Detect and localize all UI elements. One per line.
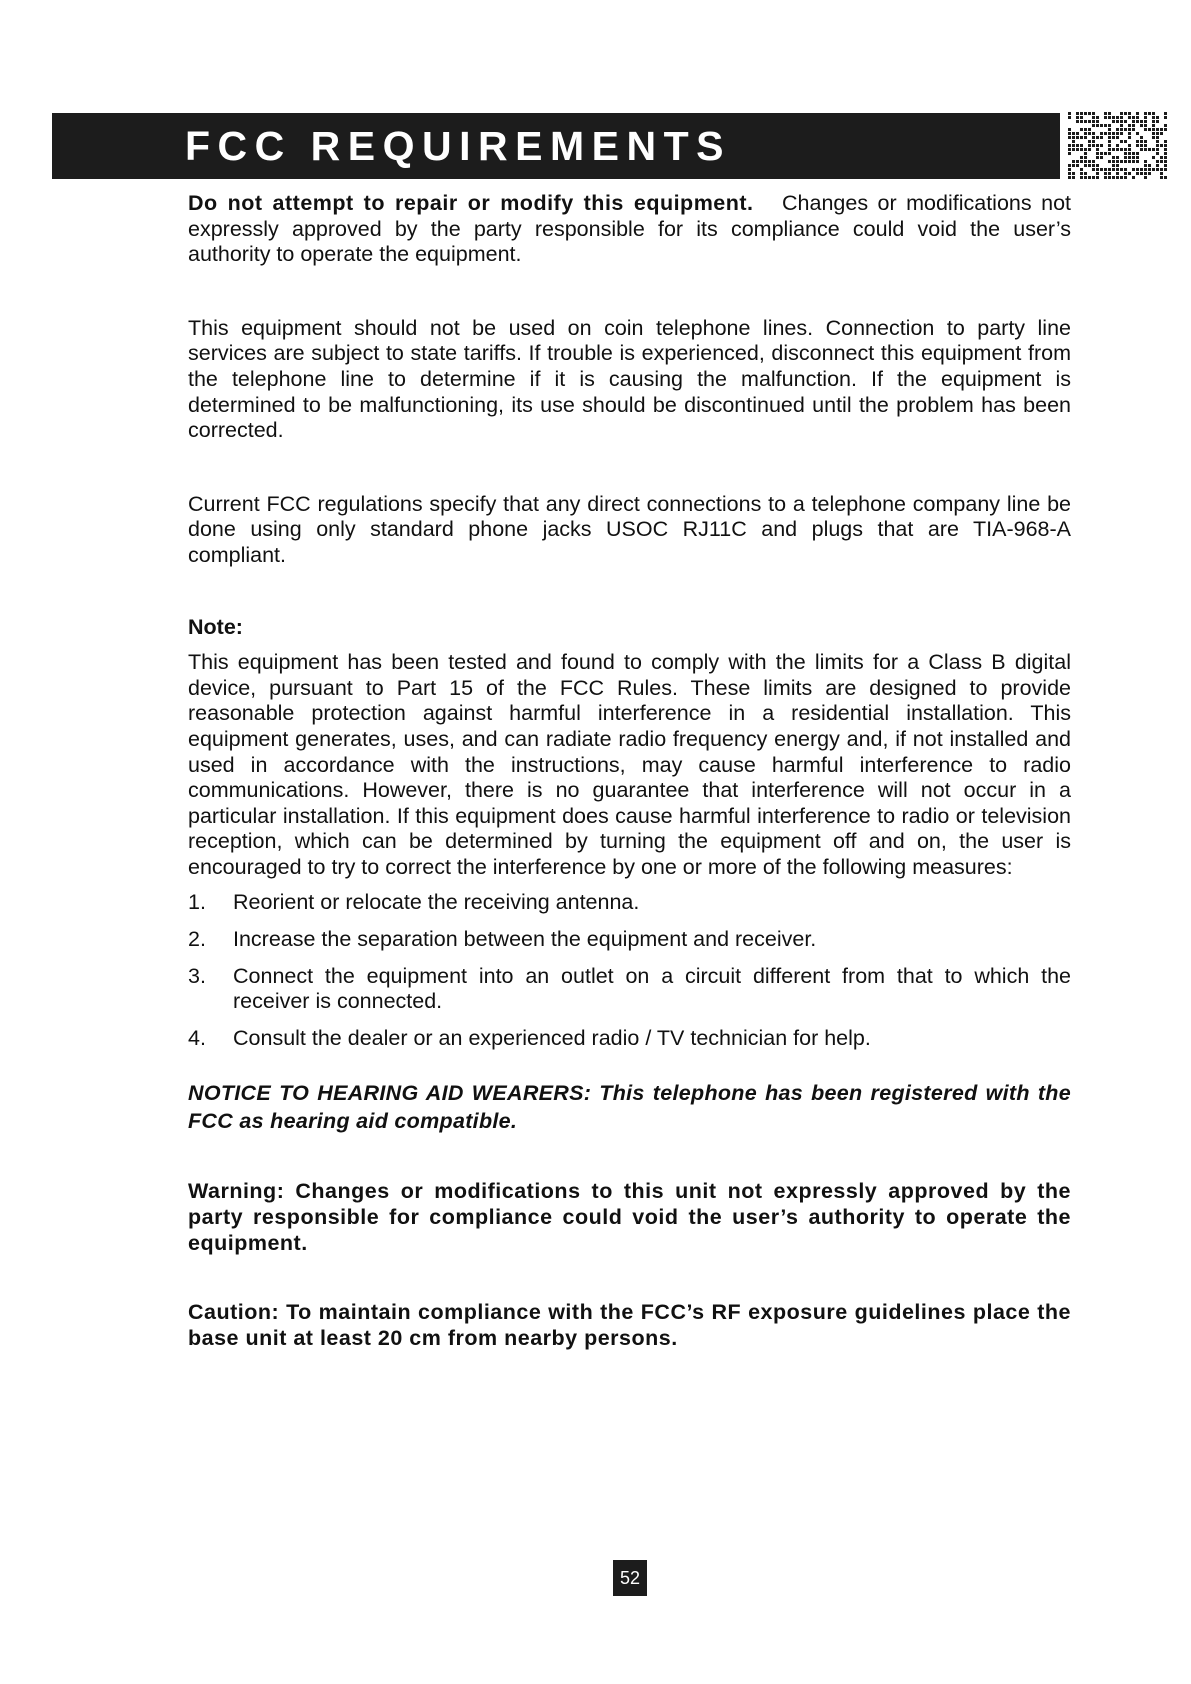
content bbox=[188, 191, 1071, 1351]
list-number: 2. bbox=[188, 927, 206, 952]
fcc-regulations-paragraph: Current FCC regulations specify that any direct connections to a telephone company line be done using only standard phone jacks USOC RJ11C and plugs that are TIA-968-A compliant. bbox=[188, 491, 1071, 567]
note-body: This equipment has been tested and found to comply with the limits for a Class B digital device, pursuant to Part 15 of the FCC Rules. These limits are designed to provide reasonable protection against harmful interference in a residential installation. This equipment generates, uses, and can radiate radio frequency energy and, if not installed and used in accordance with the instructions, may cause harmful interference to radio communications. However, there is no guarantee that interference will not occur in a particular installation. If this equipment does cause harmful interference to radio or television reception, which can be determined by turning the equipment off and on, the user is encouraged to try to correct the interference by one or more of the following measures: bbox=[188, 650, 1071, 879]
pattern-icon bbox=[1068, 112, 1168, 180]
repair-warning-text: Changes or modifications not expressly approved by the party responsible for its compliance could void the user’s authority to operate the equipment. bbox=[188, 191, 1071, 267]
list-item bbox=[188, 1026, 1071, 1052]
page-number: 52 bbox=[613, 1560, 647, 1596]
repair-paragraph bbox=[188, 191, 1071, 268]
warning-notice: Warning: Changes or modifications to this unit not expressly approved by the party responsible for compliance could void the user’s authority to operate the equipment. bbox=[188, 1179, 1071, 1255]
list-text: Increase the separation between the equipment and receiver. bbox=[233, 927, 817, 952]
coin-lines-paragraph: This equipment should not be used on coin telephone lines. Connection to party line services are subject to state tariffs. If trouble is experienced, disconnect this equipment from the telephone line to determine if it is causing the malfunction. If the equipment is determined to be malfunctioning, its use should be discontinued until the problem has been corrected. bbox=[188, 315, 1071, 443]
list-number: 4. bbox=[188, 1025, 206, 1050]
page-title: FCC REQUIREMENTS bbox=[185, 123, 731, 169]
list-item bbox=[188, 927, 1071, 953]
measures-list bbox=[188, 890, 1071, 1051]
hearing-aid-notice: NOTICE TO HEARING AID WEARERS: This telephone has been registered with the FCC as hearing aid compatible. bbox=[188, 1081, 1071, 1134]
pattern-grid bbox=[1068, 112, 1167, 179]
list-text: Reorient or relocate the receiving antenna. bbox=[233, 890, 640, 915]
note-heading: Note: bbox=[188, 614, 243, 639]
caution-notice: Caution: To maintain compliance with the FCC’s RF exposure guidelines place the base unit at least 20 cm from nearby persons. bbox=[188, 1300, 1071, 1350]
list-number: 1. bbox=[188, 890, 206, 915]
repair-warning-bold: Do not attempt to repair or modify this equipment. bbox=[188, 191, 754, 215]
list-number: 3. bbox=[188, 963, 206, 988]
list-text: Consult the dealer or an experienced radio / TV technician for help. bbox=[233, 1025, 871, 1050]
list-item bbox=[188, 964, 1071, 1015]
list-item bbox=[188, 890, 1071, 916]
list-text: Connect the equipment into an outlet on a circuit different from that to which the receiver is connected. bbox=[233, 963, 1071, 1014]
